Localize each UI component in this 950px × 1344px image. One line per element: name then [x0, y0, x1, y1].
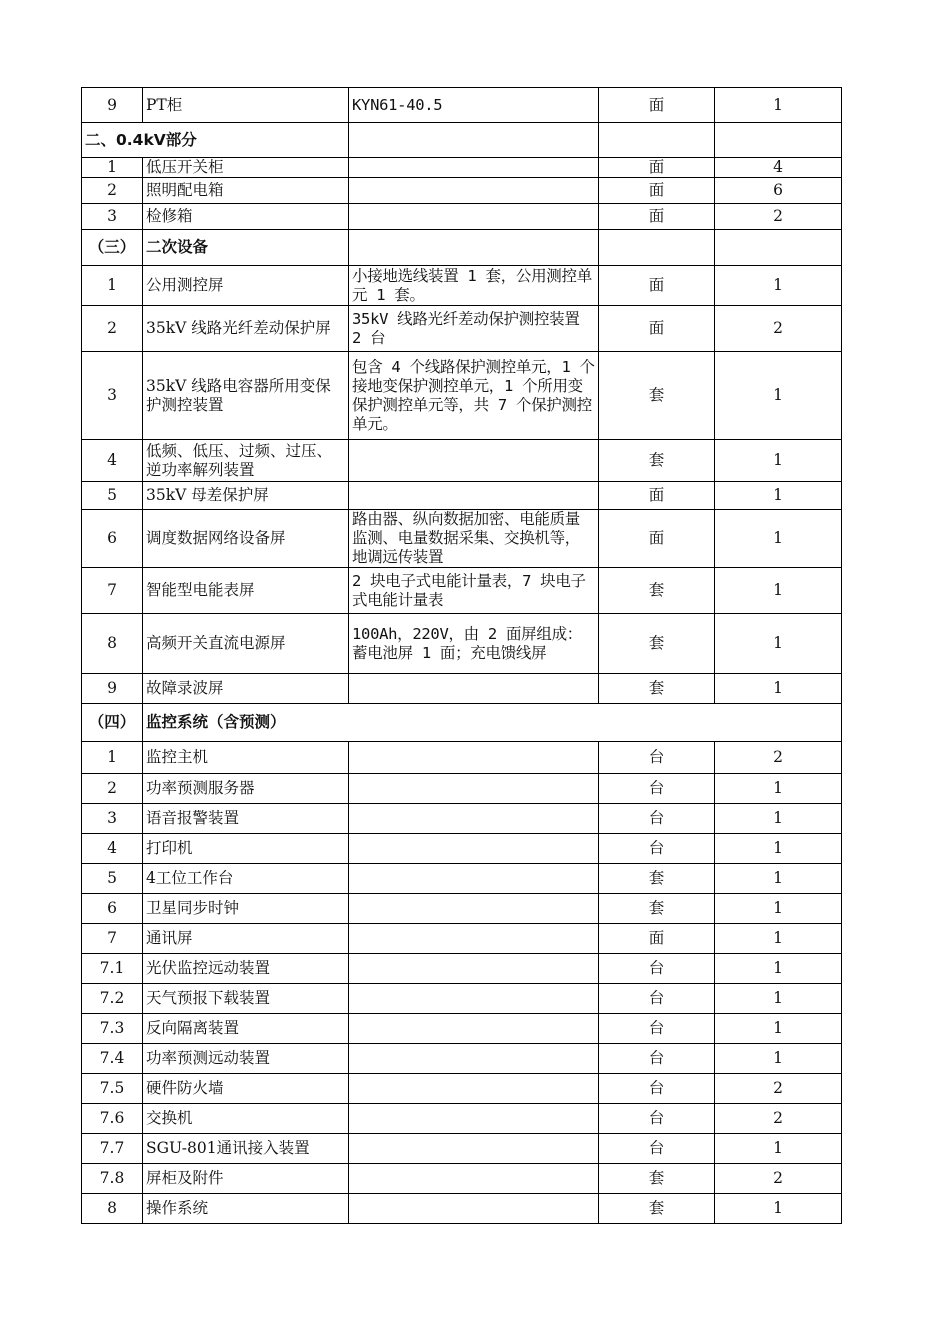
cell-name: 调度数据网络设备屏: [143, 510, 349, 568]
cell-name: 故障录波屏: [143, 674, 349, 704]
cell-no: 5: [82, 864, 143, 894]
cell-no: 2: [82, 306, 143, 352]
cell-name: 功率预测服务器: [143, 774, 349, 804]
table-row: [82, 482, 842, 510]
cell-no: 7.4: [82, 1044, 143, 1074]
table-row: [82, 1134, 842, 1164]
cell-no: 5: [82, 482, 143, 510]
cell-unit: 套: [599, 674, 715, 704]
section-row: [82, 704, 842, 742]
section-no: （四）: [82, 704, 143, 742]
table-row: [82, 158, 842, 178]
cell-unit: 面: [599, 178, 715, 204]
cell-name: 反向隔离装置: [143, 1014, 349, 1044]
table-row: [82, 204, 842, 230]
cell-no: 3: [82, 204, 143, 230]
cell-qty: 1: [715, 352, 842, 440]
section-title: 二、0.4kV部分: [82, 123, 349, 158]
cell-no: 1: [82, 266, 143, 306]
table-row: [82, 742, 842, 774]
table-row: [82, 674, 842, 704]
cell-unit: 面: [599, 306, 715, 352]
cell-no: 7.2: [82, 984, 143, 1014]
cell-no: 8: [82, 1194, 143, 1224]
cell-name: 照明配电箱: [143, 178, 349, 204]
cell-name: 卫星同步时钟: [143, 894, 349, 924]
table-row: [82, 984, 842, 1014]
cell-spec: [349, 1164, 599, 1194]
cell-qty: 1: [715, 674, 842, 704]
table-row: [82, 864, 842, 894]
cell-qty: 1: [715, 864, 842, 894]
cell-unit: 台: [599, 1104, 715, 1134]
cell-unit: 套: [599, 440, 715, 482]
cell-spec: [349, 894, 599, 924]
cell-qty: 1: [715, 88, 842, 123]
cell-unit: 套: [599, 894, 715, 924]
table-row: [82, 614, 842, 674]
cell-spec: [349, 440, 599, 482]
cell-spec: 35kV 线路光纤差动保护测控装置 2 台: [349, 306, 599, 352]
cell-unit: 套: [599, 614, 715, 674]
cell-qty: 1: [715, 984, 842, 1014]
cell-name: SGU-801通讯接入装置: [143, 1134, 349, 1164]
cell-no: 7.1: [82, 954, 143, 984]
cell-qty: 2: [715, 204, 842, 230]
cell-no: 6: [82, 510, 143, 568]
section-row: [82, 123, 842, 158]
cell-spec: 小接地选线装置 1 套，公用测控单元 1 套。: [349, 266, 599, 306]
cell-name: 屏柜及附件: [143, 1164, 349, 1194]
cell-name: 检修箱: [143, 204, 349, 230]
cell-qty: [715, 230, 842, 266]
cell-no: 7.5: [82, 1074, 143, 1104]
cell-qty: 1: [715, 834, 842, 864]
cell-unit: 台: [599, 1044, 715, 1074]
section-no: （三）: [82, 230, 143, 266]
section-title: 二次设备: [143, 230, 349, 266]
table-row: [82, 1164, 842, 1194]
table-row: [82, 1194, 842, 1224]
cell-no: 3: [82, 804, 143, 834]
cell-qty: 1: [715, 924, 842, 954]
equipment-table: [81, 87, 842, 1224]
cell-spec: [349, 1014, 599, 1044]
cell-spec: [349, 742, 599, 774]
cell-name: 35kV 线路光纤差动保护屏: [143, 306, 349, 352]
cell-no: 7: [82, 924, 143, 954]
cell-qty: 1: [715, 510, 842, 568]
cell-spec: [349, 834, 599, 864]
cell-no: 7.3: [82, 1014, 143, 1044]
cell-unit: 面: [599, 266, 715, 306]
table-row: [82, 306, 842, 352]
cell-qty: [715, 123, 842, 158]
table-row: [82, 894, 842, 924]
cell-unit: 台: [599, 804, 715, 834]
cell-unit: 台: [599, 834, 715, 864]
cell-unit: 面: [599, 204, 715, 230]
cell-spec: [349, 864, 599, 894]
cell-spec: [349, 204, 599, 230]
cell-name: 操作系统: [143, 1194, 349, 1224]
cell-spec: [349, 1134, 599, 1164]
section-title: 监控系统（含预测）: [143, 704, 842, 742]
table-row: [82, 834, 842, 864]
cell-unit: 台: [599, 742, 715, 774]
cell-unit: 台: [599, 954, 715, 984]
table-row: [82, 440, 842, 482]
cell-qty: 1: [715, 894, 842, 924]
table-row: [82, 804, 842, 834]
cell-qty: 1: [715, 568, 842, 614]
cell-unit: 面: [599, 158, 715, 178]
cell-name: 35kV 母差保护屏: [143, 482, 349, 510]
cell-no: 8: [82, 614, 143, 674]
cell-name: 智能型电能表屏: [143, 568, 349, 614]
cell-qty: 1: [715, 614, 842, 674]
table-row: [82, 924, 842, 954]
cell-name: 通讯屏: [143, 924, 349, 954]
cell-qty: 1: [715, 1134, 842, 1164]
cell-spec: [349, 158, 599, 178]
table-row: [82, 510, 842, 568]
cell-no: 7.8: [82, 1164, 143, 1194]
table-row: [82, 954, 842, 984]
cell-no: 9: [82, 674, 143, 704]
cell-qty: 1: [715, 804, 842, 834]
cell-qty: 4: [715, 158, 842, 178]
cell-no: 4: [82, 834, 143, 864]
cell-name: 低频、低压、过频、过压、逆功率解列装置: [143, 440, 349, 482]
cell-qty: 1: [715, 774, 842, 804]
cell-spec: [349, 1194, 599, 1224]
cell-name: 光伏监控远动装置: [143, 954, 349, 984]
table-row: [82, 1014, 842, 1044]
cell-qty: 1: [715, 1014, 842, 1044]
cell-no: 9: [82, 88, 143, 123]
cell-spec: [349, 482, 599, 510]
cell-unit: 面: [599, 924, 715, 954]
cell-spec: [349, 1074, 599, 1104]
cell-name: 语音报警装置: [143, 804, 349, 834]
cell-spec: 100Ah，220V，由 2 面屏组成：蓄电池屏 1 面；充电馈线屏: [349, 614, 599, 674]
cell-spec: 2 块电子式电能计量表，7 块电子式电能计量表: [349, 568, 599, 614]
cell-spec: [349, 178, 599, 204]
cell-name: 打印机: [143, 834, 349, 864]
cell-unit: 台: [599, 1014, 715, 1044]
cell-spec: [349, 123, 599, 158]
cell-name: 35kV 线路电容器所用变保护测控装置: [143, 352, 349, 440]
cell-unit: 套: [599, 864, 715, 894]
cell-name: 高频开关直流电源屏: [143, 614, 349, 674]
cell-no: 6: [82, 894, 143, 924]
cell-unit: [599, 230, 715, 266]
cell-qty: 6: [715, 178, 842, 204]
cell-qty: 1: [715, 482, 842, 510]
cell-unit: 台: [599, 774, 715, 804]
cell-no: 4: [82, 440, 143, 482]
cell-name: 低压开关柜: [143, 158, 349, 178]
cell-no: 3: [82, 352, 143, 440]
cell-unit: 面: [599, 510, 715, 568]
cell-unit: 套: [599, 352, 715, 440]
cell-spec: KYN61-40.5: [349, 88, 599, 123]
cell-spec: 包含 4 个线路保护测控单元，1 个接地变保护测控单元，1 个所用变保护测控单元等，共 7 个保护测控单元。: [349, 352, 599, 440]
cell-spec: [349, 984, 599, 1014]
cell-no: 2: [82, 774, 143, 804]
cell-unit: 面: [599, 482, 715, 510]
cell-unit: 台: [599, 1074, 715, 1104]
cell-qty: 2: [715, 1164, 842, 1194]
table-row: [82, 1074, 842, 1104]
cell-no: 7.6: [82, 1104, 143, 1134]
cell-qty: 1: [715, 954, 842, 984]
table-row: [82, 266, 842, 306]
cell-unit: [599, 123, 715, 158]
cell-name: PT柜: [143, 88, 349, 123]
table-row: [82, 1044, 842, 1074]
cell-name: 监控主机: [143, 742, 349, 774]
cell-qty: 1: [715, 266, 842, 306]
cell-name: 硬件防火墙: [143, 1074, 349, 1104]
cell-spec: [349, 804, 599, 834]
cell-no: 7.7: [82, 1134, 143, 1164]
cell-no: 1: [82, 158, 143, 178]
cell-unit: 套: [599, 1164, 715, 1194]
cell-spec: [349, 1104, 599, 1134]
cell-no: 7: [82, 568, 143, 614]
cell-qty: 2: [715, 306, 842, 352]
table-row: [82, 1104, 842, 1134]
cell-spec: [349, 674, 599, 704]
cell-name: 天气预报下载装置: [143, 984, 349, 1014]
cell-name: 公用测控屏: [143, 266, 349, 306]
cell-spec: [349, 954, 599, 984]
table-row: [82, 178, 842, 204]
cell-qty: 2: [715, 1104, 842, 1134]
table-row: [82, 774, 842, 804]
cell-unit: 套: [599, 568, 715, 614]
cell-qty: 1: [715, 1194, 842, 1224]
cell-name: 4工位工作台: [143, 864, 349, 894]
cell-spec: [349, 1044, 599, 1074]
cell-spec: [349, 230, 599, 266]
cell-qty: 1: [715, 1044, 842, 1074]
cell-qty: 2: [715, 742, 842, 774]
cell-unit: 面: [599, 88, 715, 123]
cell-qty: 2: [715, 1074, 842, 1104]
table-row: [82, 568, 842, 614]
table-row: [82, 352, 842, 440]
section-row: [82, 230, 842, 266]
cell-unit: 套: [599, 1194, 715, 1224]
cell-no: 2: [82, 178, 143, 204]
cell-spec: 路由器、纵向数据加密、电能质量监测、电量数据采集、交换机等，地调远传装置: [349, 510, 599, 568]
cell-qty: 1: [715, 440, 842, 482]
equipment-table-body: [82, 88, 842, 1224]
cell-unit: 台: [599, 1134, 715, 1164]
cell-unit: 台: [599, 984, 715, 1014]
table-row: [82, 88, 842, 123]
cell-no: 1: [82, 742, 143, 774]
cell-name: 交换机: [143, 1104, 349, 1134]
cell-spec: [349, 924, 599, 954]
cell-name: 功率预测远动装置: [143, 1044, 349, 1074]
cell-spec: [349, 774, 599, 804]
